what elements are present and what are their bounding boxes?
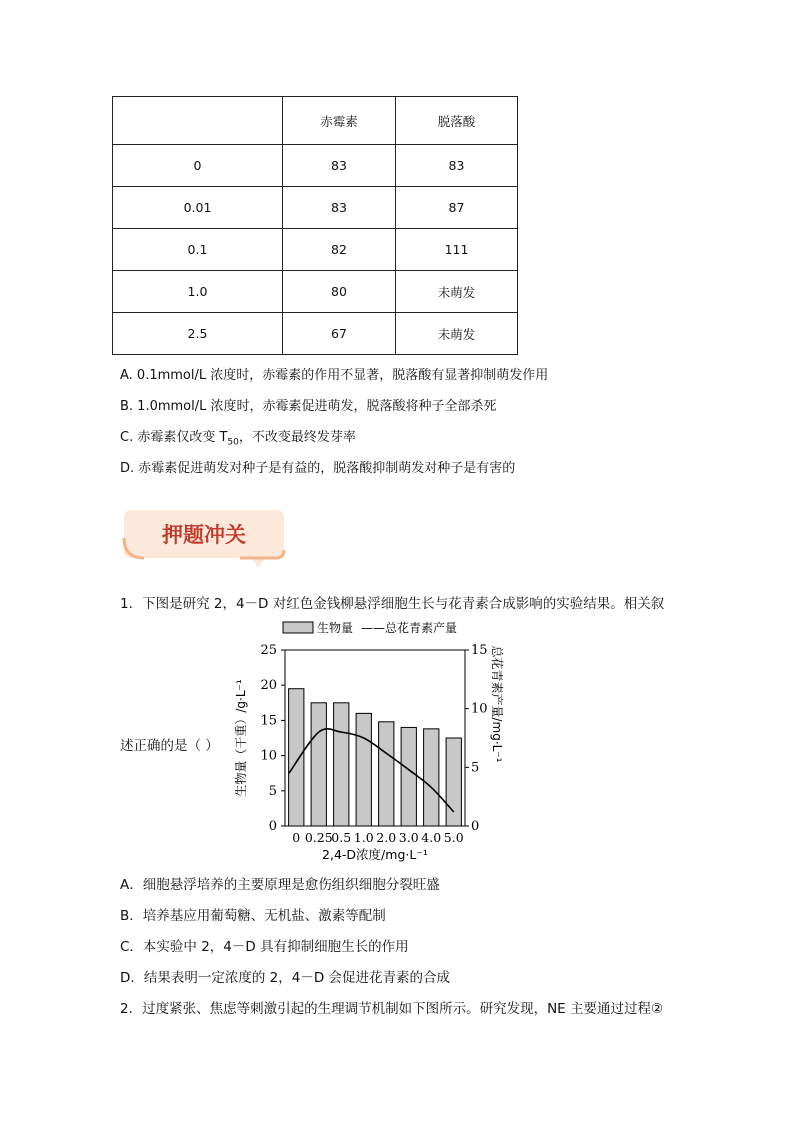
question1-option-a: A．细胞悬浮培养的主要原理是愈伤组织细胞分裂旺盛 xyxy=(120,877,440,893)
x-tick-label: 3.0 xyxy=(398,830,419,845)
legend-label-anthocyanin: 总花青素产量 xyxy=(385,621,458,635)
x-axis-label: 2,4-D浓度/mg·L⁻¹ xyxy=(322,847,428,862)
table-cell: 83 xyxy=(396,145,518,187)
bar-biomass xyxy=(289,689,304,826)
table-cell: 2.5 xyxy=(113,313,283,355)
bar-biomass xyxy=(311,703,326,826)
y-tick-label-right: 5 xyxy=(471,760,480,776)
y-axis-label-right: 总花青素产量/mg·L⁻¹ xyxy=(490,645,504,763)
table-cell: 67 xyxy=(283,313,396,355)
table-cell: 1.0 xyxy=(113,271,283,313)
x-tick-label: 5.0 xyxy=(443,830,464,845)
table-row xyxy=(113,229,518,271)
table-header-cell: 脱落酸 xyxy=(396,97,518,145)
x-tick-label: 0.5 xyxy=(331,830,352,845)
prev-option-b: B. 1.0mmol/L 浓度时，赤霉素促进萌发，脱落酸将种子全部杀死 xyxy=(120,399,497,414)
bar-biomass xyxy=(334,703,349,826)
y-axis-label-left: 生物量（干重）/g·L⁻¹ xyxy=(234,679,248,797)
table-cell: 未萌发 xyxy=(396,271,518,313)
table-row xyxy=(113,145,518,187)
question1-stem-line2: 述正确的是（ ） xyxy=(120,738,219,754)
table-cell: 未萌发 xyxy=(396,313,518,355)
table-cell: 111 xyxy=(396,229,518,271)
table-cell: 0.01 xyxy=(113,187,283,229)
table-cell: 80 xyxy=(283,271,396,313)
x-tick-label: 0.25 xyxy=(304,830,333,845)
chart-legend xyxy=(283,620,457,635)
bar-biomass xyxy=(401,727,416,826)
table-row xyxy=(113,313,518,355)
x-tick-label: 4.0 xyxy=(421,830,442,845)
data-table xyxy=(112,96,518,355)
y-tick-label-right: 0 xyxy=(471,819,480,834)
y-tick-label-right: 15 xyxy=(471,643,488,658)
y-tick-label-left: 5 xyxy=(268,783,277,799)
prev-option-c-subscript: 50 xyxy=(227,437,239,448)
y-tick-label-left: 10 xyxy=(260,748,277,764)
table-header-cell: 赤霉素 xyxy=(283,97,396,145)
question1-option-c: C．本实验中 2，4－D 具有抑制细胞生长的作用 xyxy=(120,939,409,955)
table-row xyxy=(113,271,518,313)
question1-option-d: D．结果表明一定浓度的 2，4－D 会促进花青素的合成 xyxy=(120,970,451,986)
legend-bar-swatch xyxy=(283,622,313,633)
section-banner xyxy=(122,508,288,580)
table-cell: 82 xyxy=(283,229,396,271)
chart xyxy=(225,614,515,862)
prev-option-c-text: C. 赤霉素仅改变 T xyxy=(120,430,228,445)
question2-stem-line1: 2．过度紧张、焦虑等刺激引起的生理调节机制如下图所示。研究发现，NE 主要通过过程② xyxy=(120,1001,664,1017)
table-cell: 83 xyxy=(283,145,396,187)
prev-option-c xyxy=(120,426,356,448)
table-header-cell xyxy=(113,97,283,145)
x-tick-label: 0 xyxy=(292,830,301,845)
table-header-row xyxy=(113,97,518,145)
bar-biomass xyxy=(379,722,394,826)
question1-option-b: B．培养基应用葡萄糖、无机盐、激素等配制 xyxy=(120,908,386,924)
prev-option-c-text-end: ，不改变最终发芽率 xyxy=(238,430,356,445)
y-tick-label-left: 20 xyxy=(260,678,277,694)
bar-biomass xyxy=(424,729,439,826)
question1-stem-line1: 1．下图是研究 2，4－D 对红色金钱柳悬浮细胞生长与花青素合成影响的实验结果。相关叙 xyxy=(120,596,665,612)
table-cell: 0 xyxy=(113,145,283,187)
y-tick-label-left: 0 xyxy=(268,819,277,834)
prev-option-d: D. 赤霉素促进萌发对种子是有益的，脱落酸抑制萌发对种子是有害的 xyxy=(120,461,516,476)
x-tick-label: 1.0 xyxy=(353,830,374,845)
y-tick-label-left: 25 xyxy=(260,643,277,658)
table-row xyxy=(113,187,518,229)
table-cell: 0.1 xyxy=(113,229,283,271)
y-tick-label-left: 15 xyxy=(260,713,277,729)
bar-biomass xyxy=(356,713,371,826)
banner-title: 押题冲关 xyxy=(162,523,246,547)
x-tick-label: 2.0 xyxy=(376,830,397,845)
prev-option-a: A. 0.1mmol/L 浓度时，赤霉素的作用不显著，脱落酸有显著抑制萌发作用 xyxy=(120,368,549,383)
legend-line-dash: —— xyxy=(361,621,385,635)
y-tick-label-right: 10 xyxy=(471,701,488,717)
bar-biomass xyxy=(446,738,461,826)
legend-label-biomass: 生物量 xyxy=(317,621,354,635)
table-cell: 87 xyxy=(396,187,518,229)
table-cell: 83 xyxy=(283,187,396,229)
